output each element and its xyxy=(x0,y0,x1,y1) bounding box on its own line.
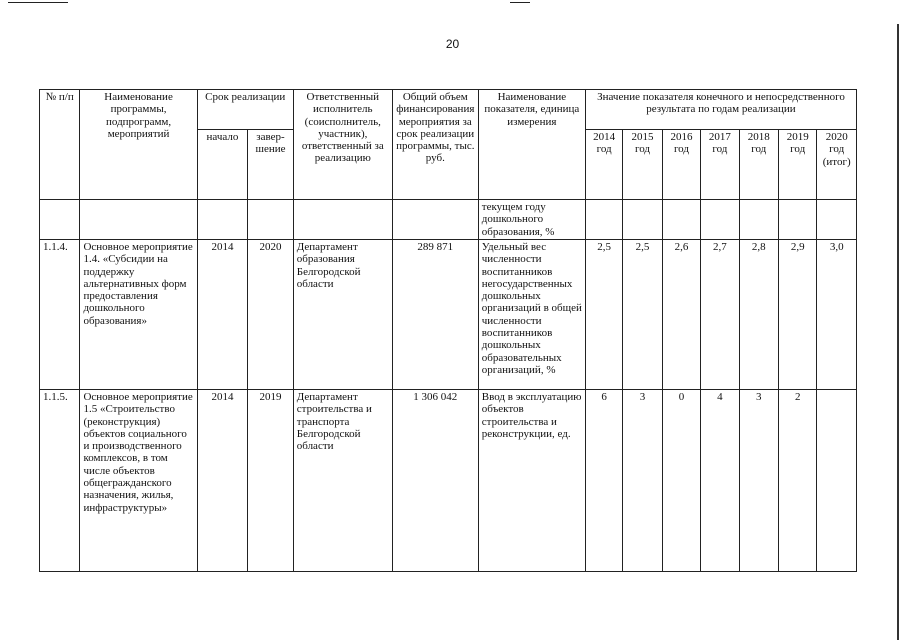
row-value-2019: 2,9 xyxy=(778,240,816,390)
row-executor: Департамент образования Белгородской области xyxy=(293,240,392,390)
row-value-2020 xyxy=(817,390,857,572)
header-end: завер-шение xyxy=(248,130,294,200)
row-num: 1.1.4. xyxy=(40,240,80,390)
header-year-2014: 2014 год xyxy=(585,130,622,200)
scan-top-mark-left xyxy=(8,2,68,3)
row-value-2015: 2,5 xyxy=(623,240,662,390)
row-value-2015: 3 xyxy=(623,390,662,572)
cell-empty xyxy=(817,200,857,240)
page-number: 20 xyxy=(445,37,460,51)
cell-empty xyxy=(40,200,80,240)
row-value-2014: 6 xyxy=(585,390,622,572)
cell-empty xyxy=(248,200,294,240)
header-start: начало xyxy=(197,130,248,200)
row-value-2016: 2,6 xyxy=(662,240,700,390)
row-start: 2014 xyxy=(197,390,248,572)
cell-empty xyxy=(662,200,700,240)
header-executor: Ответственный исполнитель (соисполнитель, участник), ответственный за реализацию xyxy=(293,90,392,200)
row-end: 2019 xyxy=(248,390,294,572)
header-row-1 xyxy=(40,90,857,130)
cell-empty xyxy=(293,200,392,240)
cell-empty xyxy=(197,200,248,240)
header-num: № п/п xyxy=(40,90,80,200)
header-year-2017: 2017 год xyxy=(701,130,739,200)
indicators-table xyxy=(39,89,857,572)
header-year-2020: 2020 год (итог) xyxy=(817,130,857,200)
row-value-2019: 2 xyxy=(778,390,816,572)
row-value-2020: 3,0 xyxy=(817,240,857,390)
row-executor: Департамент строительства и транспорта Белгородской области xyxy=(293,390,392,572)
row-value-2016: 0 xyxy=(662,390,700,572)
cell-empty xyxy=(739,200,778,240)
header-values: Значение показателя конечного и непосредственного результата по годам реализации xyxy=(585,90,856,130)
table-row xyxy=(40,390,857,572)
cell-empty xyxy=(623,200,662,240)
table-row xyxy=(40,240,857,390)
continuation-indicator: текущем году дошкольного образования, % xyxy=(478,200,585,240)
row-value-2014: 2,5 xyxy=(585,240,622,390)
row-name: Основное мероприятие 1.4. «Субсидии на поддержку альтернативных форм предоставления дошкольного образования» xyxy=(80,240,197,390)
header-year-2019: 2019 год xyxy=(778,130,816,200)
row-funding: 1 306 042 xyxy=(392,390,478,572)
header-year-2018: 2018 год xyxy=(739,130,778,200)
header-year-2015: 2015 год xyxy=(623,130,662,200)
row-funding: 289 871 xyxy=(392,240,478,390)
row-indicator: Удельный вес численности воспитанников негосударственных дошкольных организаций в общей численности воспитанников дошкольных образовательных организаций, % xyxy=(478,240,585,390)
cell-empty xyxy=(778,200,816,240)
header-funding: Общий объем финансирования мероприятия за срок реализации программы, тыс. руб. xyxy=(392,90,478,200)
row-name: Основное мероприятие 1.5 «Строительство (реконструкция) объектов социального и производственного комплексов, в том числе объектов общегражданского назначения, жилья, инфраструктуры» xyxy=(80,390,197,572)
header-indicator: Наименование показателя, единица измерения xyxy=(478,90,585,200)
scan-right-edge xyxy=(897,24,899,640)
scan-top-mark-middle xyxy=(510,2,530,3)
header-year-2016: 2016 год xyxy=(662,130,700,200)
continuation-row xyxy=(40,200,857,240)
header-name: Наименование программы, подпрограмм, мероприятий xyxy=(80,90,197,200)
cell-empty xyxy=(701,200,739,240)
row-start: 2014 xyxy=(197,240,248,390)
row-num: 1.1.5. xyxy=(40,390,80,572)
row-value-2017: 4 xyxy=(701,390,739,572)
row-value-2018: 2,8 xyxy=(739,240,778,390)
cell-empty xyxy=(585,200,622,240)
header-period: Срок реализации xyxy=(197,90,293,130)
cell-empty xyxy=(80,200,197,240)
row-value-2017: 2,7 xyxy=(701,240,739,390)
cell-empty xyxy=(392,200,478,240)
row-end: 2020 xyxy=(248,240,294,390)
row-indicator: Ввод в эксплуатацию объектов строительства и реконструкции, ед. xyxy=(478,390,585,572)
row-value-2018: 3 xyxy=(739,390,778,572)
